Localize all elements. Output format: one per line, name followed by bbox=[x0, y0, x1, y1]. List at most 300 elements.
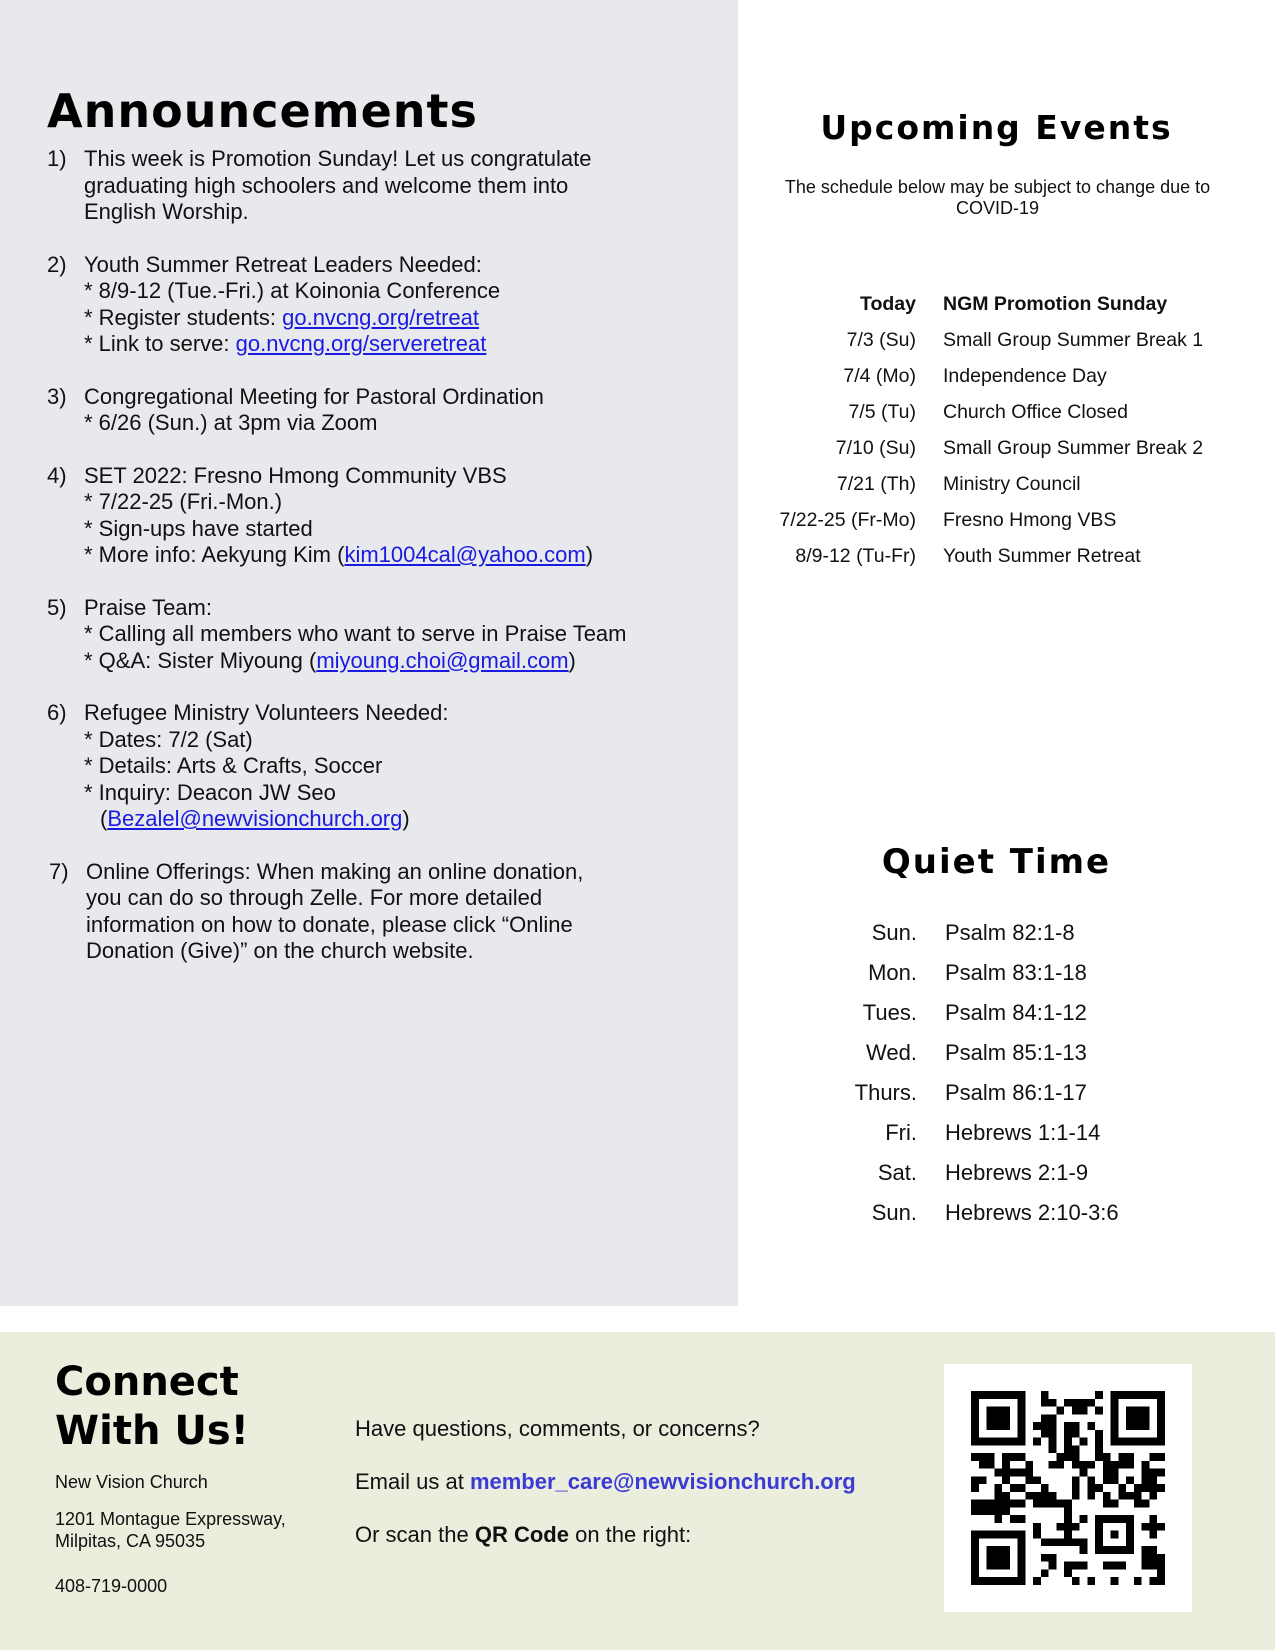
item-text: * Details: Arts & Crafts, Soccer bbox=[84, 753, 383, 778]
link-suffix: ) bbox=[402, 806, 410, 831]
qr-module bbox=[1049, 1492, 1057, 1500]
quiet-time-row bbox=[780, 993, 1220, 1033]
qr-module bbox=[1072, 1445, 1080, 1453]
qr-module bbox=[1010, 1453, 1018, 1461]
link-suffix: ) bbox=[585, 542, 594, 567]
qr-module bbox=[1149, 1523, 1157, 1531]
qr-module bbox=[1134, 1500, 1142, 1508]
qt-reference: Hebrews 1:1-14 bbox=[945, 1120, 1101, 1145]
announcements-title: Announcements bbox=[47, 84, 478, 138]
qr-module bbox=[1149, 1562, 1157, 1570]
contact-email-line bbox=[355, 1469, 856, 1522]
qr-module bbox=[994, 1492, 1002, 1500]
qr-module bbox=[1080, 1407, 1088, 1415]
qr-module bbox=[1025, 1469, 1033, 1477]
qr-module bbox=[1157, 1453, 1165, 1461]
qt-reference: Psalm 84:1-12 bbox=[945, 1000, 1087, 1025]
qr-module bbox=[1111, 1469, 1119, 1477]
connect-title-line: With Us! bbox=[55, 1408, 249, 1454]
event-name: Church Office Closed bbox=[943, 400, 1128, 423]
qr-module bbox=[979, 1500, 987, 1508]
qr-code-label: QR Code bbox=[474, 1522, 569, 1547]
qr-module bbox=[1111, 1562, 1119, 1570]
event-row bbox=[740, 502, 1260, 538]
qr-module bbox=[1080, 1469, 1088, 1477]
event-row bbox=[740, 286, 1260, 322]
qr-module bbox=[1080, 1538, 1088, 1546]
qr-module bbox=[1049, 1538, 1057, 1546]
qr-module bbox=[1111, 1461, 1119, 1469]
email-link-miyoung[interactable]: miyoung.choi@gmail.com bbox=[316, 647, 569, 673]
qr-module bbox=[994, 1484, 1002, 1492]
item-text-with-link bbox=[84, 806, 727, 833]
event-date: 7/3 (Su) bbox=[846, 328, 916, 351]
event-name: Small Group Summer Break 2 bbox=[943, 436, 1204, 459]
qr-module bbox=[1064, 1500, 1072, 1508]
qr-module bbox=[1072, 1461, 1080, 1469]
qr-module bbox=[1002, 1469, 1010, 1477]
qr-module bbox=[1056, 1538, 1064, 1546]
qr-module bbox=[1118, 1492, 1126, 1500]
qr-module bbox=[1064, 1438, 1072, 1446]
qr-module bbox=[1041, 1569, 1049, 1577]
qr-module bbox=[1149, 1577, 1157, 1585]
qr-module bbox=[1087, 1577, 1095, 1585]
event-row bbox=[740, 430, 1260, 466]
qr-module bbox=[1095, 1391, 1103, 1399]
item-text: * 6/26 (Sun.) at 3pm via Zoom bbox=[84, 410, 378, 435]
qr-module bbox=[1149, 1476, 1157, 1484]
event-date: 8/9-12 (Tu-Fr) bbox=[795, 544, 916, 567]
event-row bbox=[740, 538, 1260, 574]
email-link-bezalel[interactable]: Bezalel@newvisionchurch.org bbox=[107, 806, 403, 831]
qr-module bbox=[1149, 1554, 1157, 1562]
item-text-with-link bbox=[84, 331, 727, 358]
qr-module bbox=[994, 1469, 1002, 1477]
qr-module bbox=[1002, 1507, 1010, 1515]
retreat-register-link[interactable]: go.nvcng.org/retreat bbox=[282, 304, 480, 330]
quiet-time-row bbox=[780, 1113, 1220, 1153]
qr-module bbox=[1080, 1438, 1088, 1446]
church-address bbox=[55, 1508, 286, 1552]
quiet-time-row bbox=[780, 1073, 1220, 1113]
qr-module bbox=[1142, 1476, 1150, 1484]
qr-module bbox=[1064, 1430, 1072, 1438]
qr-module bbox=[1041, 1554, 1049, 1562]
qr-module bbox=[1041, 1430, 1049, 1438]
qr-module bbox=[1072, 1538, 1080, 1546]
qr-module bbox=[1095, 1445, 1103, 1453]
quiet-time-table bbox=[780, 913, 1220, 1233]
item-text-with-link bbox=[84, 542, 727, 569]
qr-module bbox=[1041, 1414, 1049, 1422]
qt-day: Mon. bbox=[868, 960, 917, 985]
quiet-time-row bbox=[780, 953, 1220, 993]
qr-module bbox=[1049, 1399, 1057, 1407]
qr-module bbox=[987, 1461, 995, 1469]
qr-module bbox=[1118, 1484, 1126, 1492]
qr-module bbox=[1072, 1399, 1080, 1407]
qr-module bbox=[1064, 1453, 1072, 1461]
scan-suffix: on the right: bbox=[568, 1522, 692, 1547]
qr-module bbox=[1134, 1484, 1142, 1492]
item-text: * 8/9-12 (Tue.-Fri.) at Koinonia Conference bbox=[84, 278, 501, 303]
qr-module bbox=[1041, 1484, 1049, 1492]
qr-module bbox=[1033, 1476, 1041, 1484]
qr-module bbox=[1056, 1453, 1064, 1461]
qr-module bbox=[1111, 1476, 1119, 1484]
event-date: 7/21 (Th) bbox=[836, 472, 916, 495]
qr-module bbox=[1118, 1453, 1126, 1461]
event-date: 7/5 (Tu) bbox=[848, 400, 916, 423]
qr-module bbox=[1033, 1531, 1041, 1539]
qr-module bbox=[1010, 1469, 1018, 1477]
qr-module bbox=[1064, 1531, 1072, 1539]
event-name: NGM Promotion Sunday bbox=[943, 292, 1168, 315]
qr-module bbox=[1064, 1562, 1072, 1570]
qr-module bbox=[1157, 1523, 1165, 1531]
qr-module bbox=[1072, 1430, 1080, 1438]
event-date: Today bbox=[860, 292, 916, 315]
qr-module bbox=[971, 1500, 979, 1508]
qr-module bbox=[1157, 1554, 1165, 1562]
item-text: * Inquiry: Deacon JW Seo bbox=[84, 779, 336, 805]
qr-module bbox=[1142, 1523, 1150, 1531]
qr-module bbox=[1041, 1422, 1049, 1430]
qr-module bbox=[1002, 1461, 1010, 1469]
qr-module bbox=[1056, 1523, 1064, 1531]
qt-reference: Psalm 85:1-13 bbox=[945, 1040, 1087, 1065]
qr-module bbox=[1049, 1430, 1057, 1438]
qt-day: Sun. bbox=[871, 1200, 917, 1225]
announcement-item-3 bbox=[47, 384, 727, 437]
qr-module bbox=[1018, 1484, 1026, 1492]
qr-module bbox=[1002, 1453, 1010, 1461]
qr-module bbox=[1033, 1422, 1041, 1430]
qr-module bbox=[1149, 1515, 1157, 1523]
qr-module bbox=[1149, 1469, 1157, 1477]
qr-module bbox=[979, 1453, 987, 1461]
qt-reference: Hebrews 2:1-9 bbox=[945, 1160, 1089, 1185]
event-date: 7/4 (Mo) bbox=[843, 364, 916, 387]
qr-module bbox=[1087, 1492, 1095, 1500]
qr-module bbox=[1072, 1407, 1080, 1415]
qr-module bbox=[1080, 1461, 1088, 1469]
link-prefix: * Link to serve: bbox=[84, 331, 236, 356]
item-text-with-link bbox=[84, 305, 727, 332]
item-text: * Sign-ups have started bbox=[84, 515, 313, 541]
qr-module bbox=[1072, 1492, 1080, 1500]
qr-module bbox=[987, 1453, 995, 1461]
member-care-email[interactable]: member_care@newvisionchurch.org bbox=[469, 1469, 856, 1494]
qr-module bbox=[1002, 1500, 1010, 1508]
upcoming-events-title: Upcoming Events bbox=[820, 108, 1173, 147]
qr-module bbox=[1049, 1414, 1057, 1422]
qr-module bbox=[1080, 1515, 1088, 1523]
qr-module bbox=[971, 1476, 979, 1484]
qr-module bbox=[1064, 1569, 1072, 1577]
qr-module bbox=[1072, 1453, 1080, 1461]
item-text: Congregational Meeting for Pastoral Ordination bbox=[84, 383, 544, 409]
qr-module bbox=[1025, 1476, 1033, 1484]
item-text: Youth Summer Retreat Leaders Needed: bbox=[84, 251, 482, 277]
qr-module bbox=[1049, 1554, 1057, 1562]
qr-module bbox=[1142, 1554, 1150, 1562]
event-name: Ministry Council bbox=[943, 472, 1081, 495]
qr-module bbox=[1103, 1476, 1111, 1484]
qt-day: Wed. bbox=[866, 1040, 917, 1065]
qr-module bbox=[1134, 1577, 1142, 1585]
qr-module bbox=[1033, 1500, 1041, 1508]
qr-module bbox=[1126, 1492, 1134, 1500]
qr-module bbox=[1018, 1500, 1026, 1508]
qr-module bbox=[971, 1507, 979, 1515]
qr-module bbox=[1018, 1453, 1026, 1461]
events-schedule-note: The schedule below may be subject to change due to COVID-19 bbox=[784, 177, 1211, 218]
qr-module bbox=[1149, 1484, 1157, 1492]
event-date: 7/10 (Su) bbox=[835, 436, 916, 459]
announcements-list bbox=[47, 146, 727, 991]
qr-module bbox=[1049, 1438, 1057, 1446]
qr-module bbox=[1049, 1445, 1057, 1453]
qr-module bbox=[1018, 1515, 1026, 1523]
item-text: Online Offerings: When making an online donation, bbox=[86, 858, 584, 884]
quiet-time-title: Quiet Time bbox=[881, 842, 1112, 882]
qr-module bbox=[1064, 1422, 1072, 1430]
qr-module bbox=[1025, 1492, 1033, 1500]
qr-module bbox=[1064, 1445, 1072, 1453]
address-line: 1201 Montague Expressway, bbox=[55, 1509, 286, 1529]
qr-module bbox=[1157, 1484, 1165, 1492]
link-prefix: ( bbox=[100, 806, 108, 831]
announcement-item-6 bbox=[47, 700, 727, 833]
qr-module bbox=[1041, 1538, 1049, 1546]
qr-module bbox=[1072, 1577, 1080, 1585]
announcements-panel bbox=[0, 0, 738, 1306]
qr-module bbox=[1064, 1538, 1072, 1546]
qr-module bbox=[1103, 1469, 1111, 1477]
announcement-item-4 bbox=[47, 463, 727, 569]
item-number: 1) bbox=[47, 146, 67, 171]
qr-module bbox=[1056, 1407, 1064, 1415]
link-suffix: ) bbox=[568, 647, 576, 673]
event-name: Fresno Hmong VBS bbox=[943, 508, 1117, 531]
qr-module bbox=[1064, 1523, 1072, 1531]
qr-module bbox=[1056, 1500, 1064, 1508]
item-number: 6) bbox=[47, 700, 67, 725]
qr-module bbox=[1080, 1546, 1088, 1554]
qr-module bbox=[971, 1453, 979, 1461]
item-number: 7) bbox=[49, 858, 69, 884]
qr-module bbox=[1157, 1469, 1165, 1477]
qr-module bbox=[994, 1500, 1002, 1508]
qr-module bbox=[1087, 1422, 1095, 1430]
event-name: Independence Day bbox=[943, 364, 1107, 387]
qr-module bbox=[1010, 1515, 1018, 1523]
qr-module bbox=[987, 1507, 995, 1515]
qr-module bbox=[1142, 1484, 1150, 1492]
qr-module bbox=[1002, 1476, 1010, 1484]
qr-module bbox=[971, 1484, 979, 1492]
qr-module bbox=[1087, 1399, 1095, 1407]
qr-module bbox=[1095, 1407, 1103, 1415]
item-number: 5) bbox=[47, 594, 67, 620]
item-text: * 7/22-25 (Fri.-Mon.) bbox=[84, 489, 283, 514]
connect-title bbox=[55, 1358, 249, 1456]
address-line: Milpitas, CA 95035 bbox=[55, 1531, 206, 1551]
qt-day: Fri. bbox=[885, 1120, 917, 1145]
qr-module bbox=[1134, 1492, 1142, 1500]
qr-module bbox=[1080, 1562, 1088, 1570]
qr-module bbox=[1041, 1492, 1049, 1500]
qr-module bbox=[1087, 1476, 1095, 1484]
announcement-item-7 bbox=[49, 859, 727, 965]
qr-module bbox=[1149, 1453, 1157, 1461]
qr-module bbox=[1149, 1492, 1157, 1500]
qr-module bbox=[1049, 1562, 1057, 1570]
announcement-item-5 bbox=[47, 595, 727, 675]
qr-module bbox=[1095, 1430, 1103, 1438]
qr-module bbox=[1002, 1492, 1010, 1500]
item-text: Praise Team: bbox=[84, 594, 212, 620]
qr-module bbox=[979, 1461, 987, 1469]
qr-module bbox=[1025, 1461, 1033, 1469]
qr-module bbox=[1010, 1484, 1018, 1492]
announcement-item-1 bbox=[47, 146, 727, 226]
qr-module bbox=[1095, 1453, 1103, 1461]
qr-module bbox=[1056, 1461, 1064, 1469]
qr-module bbox=[1064, 1399, 1072, 1407]
qr-module bbox=[1041, 1399, 1049, 1407]
qt-reference: Hebrews 2:10-3:6 bbox=[945, 1200, 1119, 1225]
item-text: English Worship. bbox=[84, 199, 249, 224]
qr-module bbox=[1118, 1562, 1126, 1570]
scan-prefix: Or scan the bbox=[355, 1522, 475, 1547]
item-number: 2) bbox=[47, 251, 67, 277]
connect-footer bbox=[0, 1332, 1275, 1650]
qr-module bbox=[1049, 1422, 1057, 1430]
qr-module bbox=[1072, 1422, 1080, 1430]
qt-reference: Psalm 83:1-18 bbox=[945, 960, 1087, 985]
qr-module bbox=[1033, 1492, 1041, 1500]
qr-module bbox=[1149, 1531, 1157, 1539]
event-row bbox=[740, 466, 1260, 502]
qr-module bbox=[994, 1507, 1002, 1515]
church-name: New Vision Church bbox=[55, 1472, 208, 1492]
serve-retreat-link[interactable]: go.nvcng.org/serveretreat bbox=[235, 331, 487, 356]
qr-module bbox=[1095, 1484, 1103, 1492]
qr-module bbox=[1142, 1500, 1150, 1508]
qr-module bbox=[1103, 1453, 1111, 1461]
announcement-item-2 bbox=[47, 252, 727, 358]
qr-module bbox=[1103, 1500, 1111, 1508]
qr-module bbox=[1126, 1461, 1134, 1469]
link-prefix: * Q&A: Sister Miyoung ( bbox=[84, 647, 317, 673]
qr-module bbox=[1087, 1461, 1095, 1469]
qr-module bbox=[1072, 1476, 1080, 1484]
item-text: SET 2022: Fresno Hmong Community VBS bbox=[84, 462, 507, 488]
item-text: you can do so through Zelle. For more detailed bbox=[86, 885, 543, 910]
qr-module bbox=[1041, 1391, 1049, 1399]
qr-module bbox=[1126, 1476, 1134, 1484]
qr-module bbox=[1033, 1577, 1041, 1585]
email-link-aekyung[interactable]: kim1004cal@yahoo.com bbox=[344, 542, 586, 567]
qr-module bbox=[1064, 1515, 1072, 1523]
qr-module bbox=[1111, 1500, 1119, 1508]
qt-day: Tues. bbox=[862, 1000, 917, 1025]
qr-module bbox=[1149, 1546, 1157, 1554]
item-text: graduating high schoolers and welcome them into bbox=[84, 172, 569, 198]
event-name: Youth Summer Retreat bbox=[943, 544, 1141, 567]
qr-module bbox=[979, 1476, 987, 1484]
qr-module bbox=[1049, 1500, 1057, 1508]
item-text: Donation (Give)” on the church website. bbox=[86, 938, 474, 963]
qt-reference: Psalm 86:1-17 bbox=[945, 1080, 1087, 1105]
qr-module bbox=[987, 1500, 995, 1508]
qr-module bbox=[1103, 1461, 1111, 1469]
qr-module bbox=[1072, 1484, 1080, 1492]
quiet-time-row bbox=[780, 1153, 1220, 1193]
qt-day: Thurs. bbox=[854, 1080, 917, 1105]
connect-title-line: Connect bbox=[55, 1359, 239, 1405]
qr-module bbox=[1126, 1453, 1134, 1461]
event-row bbox=[740, 322, 1260, 358]
item-number: 4) bbox=[47, 462, 67, 488]
qr-module bbox=[1142, 1562, 1150, 1570]
quiet-time-row bbox=[780, 913, 1220, 953]
qr-module bbox=[1103, 1492, 1111, 1500]
item-text: * Dates: 7/2 (Sat) bbox=[84, 726, 253, 752]
qr-module bbox=[1041, 1500, 1049, 1508]
qr-code-graphic bbox=[971, 1391, 1165, 1585]
qr-module bbox=[1087, 1484, 1095, 1492]
qr-module bbox=[1072, 1562, 1080, 1570]
qr-module bbox=[1142, 1469, 1150, 1477]
event-date: 7/22-25 (Fr-Mo) bbox=[779, 508, 916, 531]
qr-module bbox=[1157, 1577, 1165, 1585]
quiet-time-row bbox=[780, 1193, 1220, 1233]
qr-module bbox=[1157, 1569, 1165, 1577]
contact-scan-line bbox=[355, 1522, 856, 1575]
qt-day: Sat. bbox=[877, 1160, 917, 1185]
qr-module bbox=[1072, 1523, 1080, 1531]
qr-module bbox=[994, 1515, 1002, 1523]
item-text: This week is Promotion Sunday! Let us congratulate bbox=[84, 146, 592, 171]
qr-module bbox=[1049, 1461, 1057, 1469]
item-text: * Calling all members who want to serve in Praise Team bbox=[84, 621, 627, 646]
email-prefix: Email us at bbox=[355, 1469, 470, 1494]
qr-module bbox=[1157, 1562, 1165, 1570]
link-prefix: * Register students: bbox=[84, 304, 283, 330]
events-table bbox=[740, 286, 1260, 574]
qr-module bbox=[1033, 1523, 1041, 1531]
qr-module bbox=[1095, 1438, 1103, 1446]
qr-module bbox=[1142, 1461, 1150, 1469]
contact-block bbox=[355, 1416, 856, 1575]
item-text: Refugee Ministry Volunteers Needed: bbox=[84, 700, 449, 725]
item-text-with-link bbox=[84, 648, 727, 675]
qr-module bbox=[1103, 1562, 1111, 1570]
qt-reference: Psalm 82:1-8 bbox=[945, 920, 1075, 945]
qr-module bbox=[1064, 1507, 1072, 1515]
item-text: information on how to donate, please click “Online bbox=[86, 911, 573, 937]
qr-code-icon[interactable] bbox=[944, 1364, 1192, 1612]
item-number: 3) bbox=[47, 383, 67, 409]
qr-module bbox=[1010, 1500, 1018, 1508]
church-phone: 408-719-0000 bbox=[55, 1576, 168, 1596]
event-row bbox=[740, 394, 1260, 430]
link-prefix: * More info: Aekyung Kim ( bbox=[84, 542, 345, 567]
